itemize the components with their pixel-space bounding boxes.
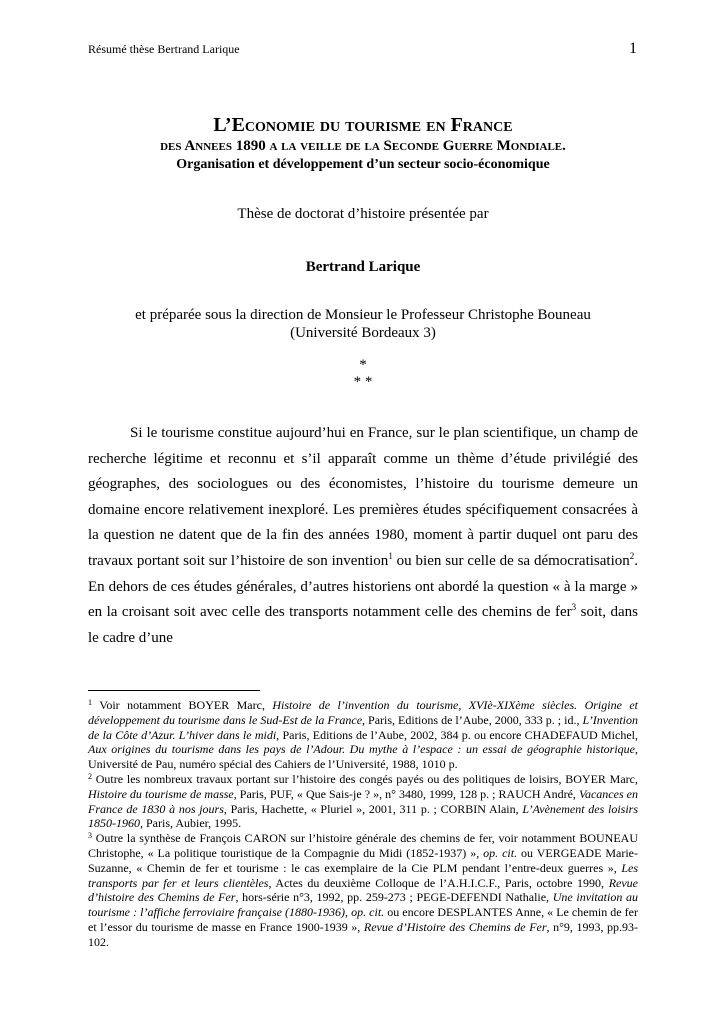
footnote-text: Outre les nombreux travaux portant sur l’histoire des congés payés ou des politiques de loisirs, BOYER Marc, (92, 771, 638, 786)
footnote-text: , (345, 905, 352, 920)
author-name: Bertrand Larique (305, 259, 421, 275)
footnote-text: ou encore DESPLANTES Anne, « Le chemin de fer et l’essor du tourisme de masse en France 1900-1939 », (88, 905, 638, 934)
footnote-text: , Université de Pau, numéro spécial des Cahiers de l’Université, 1988, 1010 p. (88, 742, 638, 772)
page-number: 1 (629, 40, 637, 57)
footnote-ref-1[interactable]: 1 (388, 550, 393, 561)
body-text-part: . En dehors de ces études générales, d’autres historiens ont abordé la question « à la marge » en la croisant soit avec celle des transports notamment celle des chemins de fer (88, 552, 639, 621)
body-paragraph (88, 421, 638, 651)
footnote-number: 3 (88, 831, 92, 841)
footnote-separator (88, 690, 260, 691)
footnote-text: Voir notamment BOYER Marc, (92, 698, 273, 712)
footnote-italic: Histoire de l’invention du tourisme, XVIè-XIXème siècles. Origine et développement du tourisme dans le Sud-Est de la France (88, 698, 638, 727)
body-text-part: Si le tourisme constitue aujourd’hui en France, sur le plan scientifique, un champ de recherche légitime et reconnu et s’il apparaît comme un thème d’étude privilégié des géographes, des sociologues ou des économistes, l’histoire du tourisme demeure un domaine encore relativement inexploré. Les premières études spécifiquement consacrées à la question ne datent que de la fin des années 1980, moment à partir duquel ont paru des travaux portant soit sur l’histoire de son invention (88, 425, 638, 569)
thesis-title: L’Economie du tourisme en France (213, 114, 513, 136)
body-text-part: ou bien sur celle de sa démocratisation (392, 552, 630, 569)
footnote-text: , Paris, Hachette, « Pluriel », 2001, 311 p. ; CORBIN Alain, (223, 801, 523, 816)
footnote-ref-3[interactable]: 3 (571, 602, 577, 613)
running-header: Résumé thèse Bertrand Larique (88, 42, 240, 56)
footnote-italic: Aux origines du tourisme dans les pays de l’Adour. Du mythe à l’espace : un essai de géographie historique (88, 742, 635, 757)
direction-line: et préparée sous la direction de Monsieur le Professeur Christophe Bouneau (135, 307, 591, 323)
footnotes (88, 698, 638, 950)
body-text-part: soit, dans le cadre d’une (88, 604, 638, 646)
presentation-line: Thèse de doctorat d’histoire présentée par (237, 206, 489, 222)
footnote-text: , n°9, 1993, pp.93-102. (88, 919, 639, 949)
footnote-italic: Revue d’Histoire des Chemins de Fer (363, 919, 547, 934)
footnote-text: Outre la synthèse de François CARON sur l’histoire générale des chemins de fer, voir notamment BOUNEAU Christophe, « La politique touristique de la Compagnie du Midi (1852-1937) », (88, 831, 638, 860)
footnote-text: , Paris, Editions de l’Aube, 2002, 384 p. ou encore CHADEFAUD Michel, (276, 727, 638, 742)
footnote-1 (88, 698, 638, 772)
footnote-text: , Actes du deuxième Colloque de l’A.H.I.C.F., Paris, octobre 1990, (268, 875, 609, 890)
footnote-italic: L’Avènement des loisirs 1850-1960 (88, 801, 638, 831)
footnote-italic: Les transports par fer et leurs clientèles (88, 860, 638, 890)
footnote-number: 2 (88, 771, 92, 781)
footnote-ref-2[interactable]: 2 (629, 550, 635, 561)
footnote-text: ou VERGEADE Marie-Suzanne, « Chemin de fer et tourisme : le cas exemplaire de la Cie PLM pendant l’entre-deux guerres », (88, 845, 639, 875)
footnote-text: , Paris, Editions de l’Aube, 2000, 333 p. ; id., (362, 712, 583, 727)
footnote-italic: L’Invention de la Côte d’Azur. L’hiver dans le midi (88, 712, 639, 742)
footnote-text: , Paris, Aubier, 1995. (140, 816, 242, 831)
thesis-subtitle: des Annees 1890 a la veille de la Seconde Guerre Mondiale. (160, 138, 566, 154)
footnote-number: 1 (88, 698, 92, 707)
footnote-italic: op. cit. (483, 845, 518, 860)
footnote-italic: Histoire du tourisme de masse (88, 786, 234, 801)
footnote-italic: op. cit. (351, 905, 385, 920)
university-line: (Université Bordeaux 3) (290, 325, 436, 341)
footnote-text: , Paris, PUF, « Que Sais-je ? », n° 3480, 1999, 128 p. ; RAUCH André, (233, 786, 579, 801)
footnote-2 (88, 772, 638, 831)
footnote-italic: Vacances en France de 1830 à nos jours (88, 786, 638, 816)
footnote-3 (88, 831, 638, 949)
footnote-italic: Une invitation au tourisme : l’affiche ferroviaire française (1880-1936) (88, 890, 639, 920)
footnote-italic: Revue d’histoire des Chemins de Fer (88, 875, 638, 905)
footnote-text: , hors-série n°3, 1992, pp. 259-273 ; PEGE-DEFENDI Nathalie, (235, 890, 553, 905)
title-block (88, 113, 638, 174)
ornament-line-1: * (359, 357, 367, 373)
ornament-line-2: * * (353, 374, 373, 390)
thesis-subtitle-2: Organisation et développement d’un secteur socio-économique (176, 157, 550, 172)
